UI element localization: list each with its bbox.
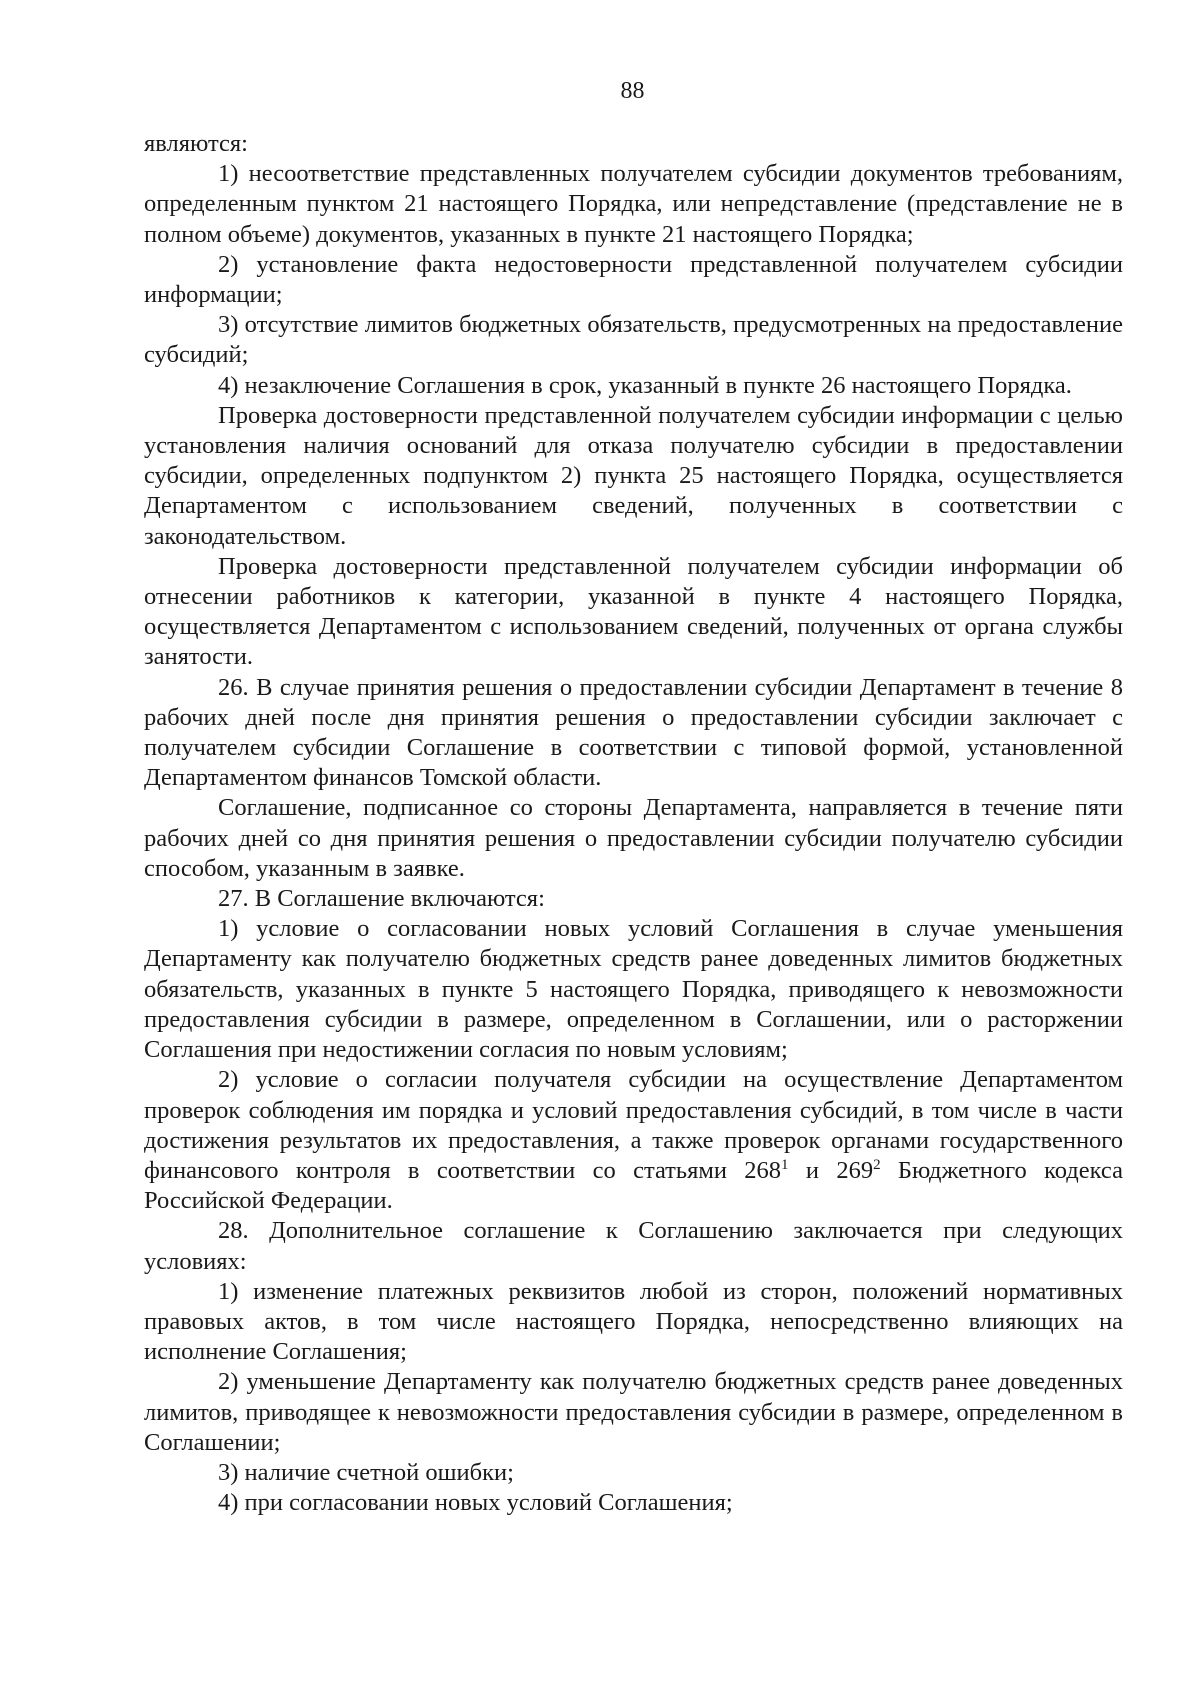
paragraph-28-item-3: 3) наличие счетной ошибки; bbox=[218, 1458, 514, 1486]
paragraph-27-item-2-text-b: и 269 bbox=[788, 1156, 874, 1184]
paragraph-item-4: 4) незаключение Соглашения в срок, указанный в пункте 26 настоящего Порядка. bbox=[218, 371, 1072, 399]
paragraph-28-item-1: 1) изменение платежных реквизитов любой из сторон, положений нормативных правовых актов, в том числе настоящего Порядка, непосредственно влияющих на исполнение Соглашения; bbox=[144, 1277, 1123, 1366]
paragraph-verification-1: Проверка достоверности представленной получателем субсидии информации с целью установления наличия оснований для отказа получателю субсидии в предоставлении субсидии, определенных подпунктом 2) пункта 25 настоящего Порядка, осуществляется Департаментом с использованием сведений, полученных в соответствии с законодательством. bbox=[144, 401, 1123, 550]
superscript-article-268: 1 bbox=[781, 1156, 789, 1173]
paragraph-item-1: 1) несоответствие представленных получателем субсидии документов требованиям, определенным пунктом 21 настоящего Порядка, или непредставление (представление не в полном объеме) документов, указанных в пункте 21 настоящего Порядка; bbox=[144, 160, 1123, 248]
paragraph-28-item-2: 2) уменьшение Департаменту как получателю бюджетных средств ранее доведенных лимитов, приводящее к невозможности предоставления субсидии в размере, определенном в Соглашении; bbox=[144, 1368, 1123, 1456]
paragraph-clause-26: 26. В случае принятия решения о предоставлении субсидии Департамент в течение 8 рабочих дней после дня принятия решения о предоставлении субсидии заключает с получателем субсидии Соглашение в соответствии с типовой формой, установленной Департаментом финансов Томской области. bbox=[144, 673, 1123, 792]
paragraph-27-item-2 bbox=[144, 1065, 1123, 1216]
paragraph-intro: являются: bbox=[144, 130, 248, 157]
paragraph-verification-2: Проверка достоверности представленной получателем субсидии информации об отнесении работников к категории, указанной в пункте 4 настоящего Порядка, осуществляется Департаментом с использованием сведений, полученных от органа службы занятости. bbox=[144, 552, 1123, 671]
paragraph-27-item-2-text-c: Бюджетного кодекса Российской Федерации. bbox=[144, 1156, 1123, 1215]
paragraph-27-item-1: 1) условие о согласовании новых условий Соглашения в случае уменьшения Департаменту как получателю бюджетных средств ранее доведенных лимитов бюджетных обязательств, указанных в пункте 5 настоящего Порядка, приводящего к невозможности предоставления субсидии в размере, определенном в Соглашении, или о расторжении Соглашения при недостижении согласия по новым условиям; bbox=[144, 915, 1123, 1064]
paragraph-item-2: 2) установление факта недостоверности представленной получателем субсидии информации; bbox=[144, 250, 1123, 309]
paragraph-item-3: 3) отсутствие лимитов бюджетных обязательств, предусмотренных на предоставление субсидий; bbox=[144, 311, 1123, 369]
document-body bbox=[144, 129, 1123, 1518]
paragraph-clause-28: 28. Дополнительное соглашение к Соглашению заключается при следующих условиях: bbox=[144, 1217, 1123, 1275]
paragraph-28-item-4: 4) при согласовании новых условий Соглашения; bbox=[218, 1489, 733, 1517]
paragraph-agreement-signed: Соглашение, подписанное со стороны Департамента, направляется в течение пяти рабочих дней со дня принятия решения о предоставлении субсидии получателю субсидии способом, указанным в заявке. bbox=[144, 794, 1123, 882]
superscript-article-269: 2 bbox=[873, 1156, 881, 1173]
page-number: 88 bbox=[620, 78, 645, 104]
paragraph-clause-27: 27. В Соглашение включаются: bbox=[218, 885, 545, 913]
paragraph-27-item-2-text-a: 2) условие о согласии получателя субсидии на осуществление Департаментом проверок соблюдения им порядка и условий предоставления субсидий, в том числе в части достижения результатов их предоставления, а также проверок органами государственного финансового контроля в соответствии со статьями 268 bbox=[144, 1066, 1123, 1184]
